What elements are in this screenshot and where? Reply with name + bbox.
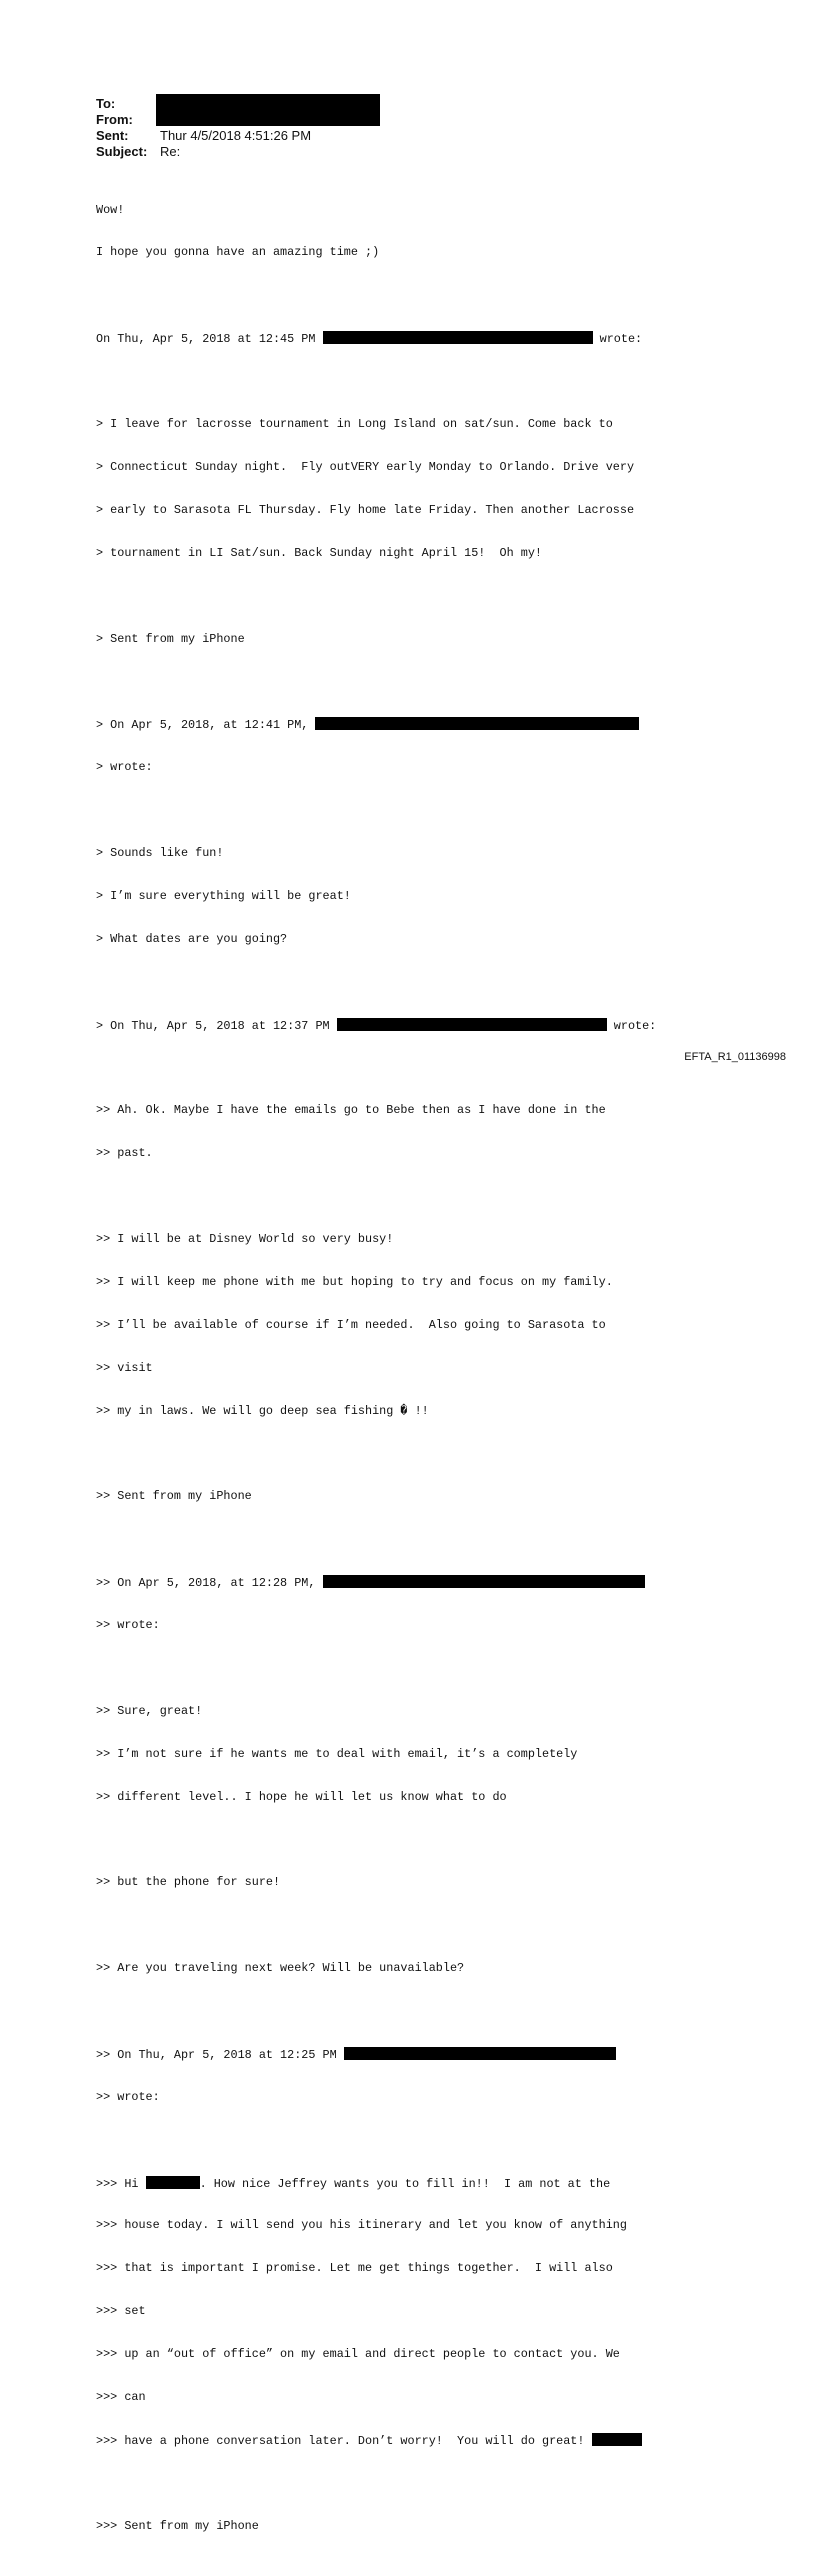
- body-line: I hope you gonna have an amazing time ;): [96, 245, 380, 260]
- subject-value: Re:: [160, 144, 181, 159]
- quote-attribution: [96, 331, 696, 345]
- redaction-bar: [146, 2176, 200, 2189]
- body-line: >>> set: [96, 2304, 146, 2319]
- body-line: > Sounds like fun!: [96, 845, 224, 860]
- body-text: >>> Hi: [96, 2176, 146, 2191]
- email-header: [96, 96, 311, 160]
- body-line: >> different level.. I hope he will let us know what to do: [96, 1789, 507, 1804]
- body-line: > Connecticut Sunday night. Fly outVERY early Monday to Orlando. Drive very: [96, 459, 635, 474]
- body-text: . How nice Jeffrey wants you to fill in!! I am not at the: [199, 2176, 611, 2191]
- signature-line: >>> Sent from my iPhone: [96, 2518, 259, 2533]
- body-line: >> but the phone for sure!: [96, 1875, 281, 1890]
- redaction-bar: [337, 1018, 607, 1031]
- body-line: >>> can: [96, 2390, 146, 2405]
- body-line: >> Are you traveling next week? Will be unavailable?: [96, 1961, 465, 1976]
- attribution-text: On Thu, Apr 5, 2018 at 12:45 PM: [96, 332, 323, 347]
- body-line: >> I’ll be available of course if I’m needed. Also going to Sarasota to: [96, 1317, 606, 1332]
- body-line: >> wrote:: [96, 1617, 160, 1632]
- attribution-text: wrote:: [592, 332, 643, 347]
- quote-attribution: [96, 717, 696, 731]
- redaction-bar: [323, 1575, 645, 1588]
- attribution-text: > On Apr 5, 2018, at 12:41 PM,: [96, 718, 316, 733]
- attribution-text: >> On Apr 5, 2018, at 12:28 PM,: [96, 1576, 323, 1591]
- body-line: [96, 2176, 696, 2190]
- quote-attribution: [96, 1575, 696, 1589]
- body-line: > tournament in LI Sat/sun. Back Sunday night April 15! Oh my!: [96, 545, 542, 560]
- signature-line: > Sent from my iPhone: [96, 631, 245, 646]
- body-line: >> I will be at Disney World so very busy!: [96, 1231, 394, 1246]
- redaction-bar: [315, 717, 639, 730]
- subject-label: Subject:: [96, 144, 148, 159]
- from-row: [96, 112, 311, 128]
- redaction-bar: [344, 2047, 616, 2060]
- body-line: >> I will keep me phone with me but hoping to try and focus on my family.: [96, 1274, 613, 1289]
- attribution-text: > On Thu, Apr 5, 2018 at 12:37 PM: [96, 1018, 337, 1033]
- attribution-text: wrote:: [606, 1018, 657, 1033]
- body-text: >>> have a phone conversation later. Don’t worry! You will do great!: [96, 2433, 592, 2448]
- body-line: >> Sure, great!: [96, 1703, 203, 1718]
- sent-row: [96, 128, 311, 144]
- redaction-bar: [592, 2433, 642, 2446]
- to-label: To:: [96, 96, 116, 111]
- quote-attribution: [96, 1018, 696, 1032]
- quote-attribution: [96, 2047, 696, 2061]
- signature-line: >> Sent from my iPhone: [96, 1489, 252, 1504]
- body-line: > wrote:: [96, 760, 153, 775]
- body-line: >> visit: [96, 1360, 153, 1375]
- subject-row: [96, 144, 311, 160]
- body-line: > early to Sarasota FL Thursday. Fly home late Friday. Then another Lacrosse: [96, 502, 635, 517]
- to-row: [96, 96, 311, 112]
- email-body: [96, 174, 696, 2562]
- body-line: >> past.: [96, 1146, 153, 1161]
- body-line: >> Ah. Ok. Maybe I have the emails go to Bebe then as I have done in the: [96, 1103, 606, 1118]
- body-line: >> my in laws. We will go deep sea fishing � !!: [96, 1403, 429, 1418]
- body-line: > What dates are you going?: [96, 931, 288, 946]
- body-line: >>> up an “out of office” on my email and direct people to contact you. We: [96, 2347, 620, 2362]
- body-line: > I leave for lacrosse tournament in Long Island on sat/sun. Come back to: [96, 417, 613, 432]
- body-line: > I’m sure everything will be great!: [96, 888, 351, 903]
- sent-value: Thur 4/5/2018 4:51:26 PM: [160, 128, 312, 143]
- body-line: >> I’m not sure if he wants me to deal with email, it’s a completely: [96, 1746, 578, 1761]
- body-line: [96, 2433, 696, 2447]
- redaction-bar: [323, 331, 593, 344]
- body-line: >>> house today. I will send you his itinerary and let you know of anything: [96, 2218, 627, 2233]
- body-line: >>> that is important I promise. Let me get things together. I will also: [96, 2261, 613, 2276]
- from-label: From:: [96, 112, 133, 127]
- document-id: EFTA_R1_01136998: [684, 1051, 786, 1063]
- body-line: >> wrote:: [96, 2089, 160, 2104]
- attribution-text: >> On Thu, Apr 5, 2018 at 12:25 PM: [96, 2047, 344, 2062]
- sent-label: Sent:: [96, 128, 129, 143]
- body-line: Wow!: [96, 202, 125, 217]
